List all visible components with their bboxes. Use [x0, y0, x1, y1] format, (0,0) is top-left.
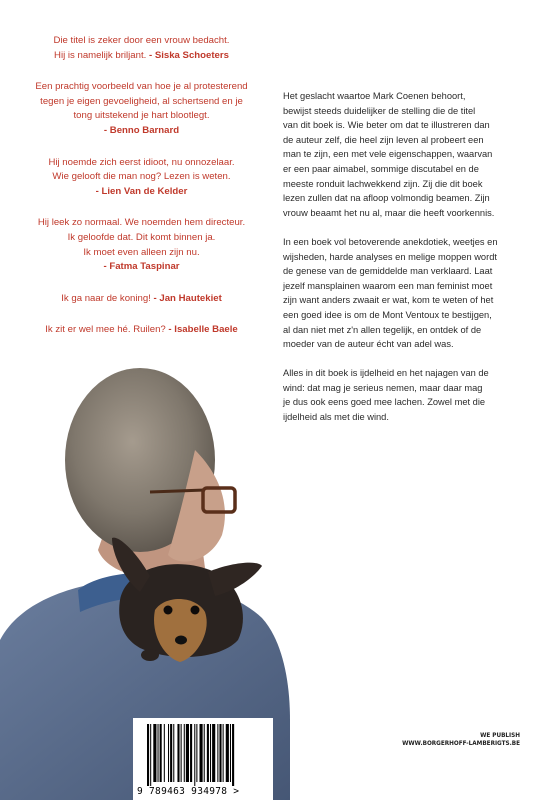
barcode-bar: [186, 724, 189, 782]
quote-text: Ik zit er wel mee hé. Ruilen?: [45, 324, 166, 336]
quote-author: - Benno Barnard: [103, 124, 180, 136]
blurb-line: man te zijn, een met vele eigenschappen, waarvan: [283, 149, 493, 160]
publisher-slogan: WE PUBLISH: [480, 733, 520, 739]
isbn-number: 9 789463 934978 >: [137, 786, 240, 797]
barcode-bar: [170, 724, 172, 782]
blurb-line: je dus ook eens goed mee lachen. Zowel met die: [283, 397, 486, 408]
barcode-bar: [147, 724, 149, 786]
barcode-bar: [184, 724, 185, 782]
quote-line: [0, 170, 283, 185]
barcode-bar: [217, 724, 218, 782]
blurb-line: ijdelheid als met die wind.: [283, 412, 389, 423]
quote-line: [0, 95, 283, 110]
quote-line: [0, 49, 283, 64]
blurb-line: de genese van de gemiddelde man verklaard. Laat: [283, 266, 493, 277]
quote-line: [0, 156, 283, 171]
quote-text: Een prachtig voorbeeld van hoe je al protesterend: [35, 81, 248, 93]
quote: [0, 323, 283, 338]
barcode-bars: [133, 718, 273, 788]
quote-line: [0, 34, 283, 49]
barcode-bar: [177, 724, 179, 782]
blurb-line: meeste ronduit lachwekkend zijn. Zij die dit boek: [283, 178, 483, 189]
barcode-bar: [194, 724, 195, 786]
quote: [0, 292, 283, 307]
quote-text: tegen je eigen gevoeligheid, al schertsend en je: [40, 95, 243, 107]
blurb-line: al dan niet met z'n allen tegelijk, en ontdek of de: [283, 324, 482, 335]
quote-text: tong uitstekend je hart blootlegt.: [73, 110, 210, 122]
publisher-info: [402, 733, 520, 748]
blurb-paragraph: [283, 235, 521, 352]
quote-author: - Isabelle Baele: [168, 324, 238, 336]
blurb-line: bewijst steeds duidelijker de stelling die de titel: [283, 105, 476, 116]
barcode-bar: [150, 724, 151, 786]
endorsement-quotes: [0, 34, 283, 355]
quote-author: - Jan Hautekiet: [153, 292, 222, 304]
barcode-bar: [204, 724, 205, 782]
barcode-bar: [164, 724, 165, 782]
barcode-bar: [207, 724, 209, 782]
quote: [0, 80, 283, 138]
quote-text: Ik ga naar de koning!: [61, 292, 151, 304]
barcode-bar: [212, 724, 215, 782]
quote-line: [0, 216, 283, 231]
barcode-bar: [196, 724, 197, 782]
blurb-line: er een paar aimabel, sommige discutabel en de: [283, 163, 479, 174]
quote-text: Ik geloofde dat. Dit komt binnen ja.: [67, 231, 216, 243]
barcode-bar: [173, 724, 174, 782]
barcode-bar: [160, 724, 162, 782]
blurb-line: de auteur zelf, die heel zijn leven al probeert een: [283, 134, 484, 145]
quote: [0, 34, 283, 63]
barcode-bar: [210, 724, 211, 782]
blurb-line: vrouw beaamt het nu al, maar die heeft voorkennis.: [283, 207, 495, 218]
barcode-bar: [219, 724, 221, 782]
blurb-paragraph: [283, 89, 521, 220]
blurb-line: lezen zullen dat na afloop volmondig beamen. Zijn: [283, 193, 490, 204]
blurb-line: moeder van de auteur écht van adel was.: [283, 339, 454, 350]
quote-line: [0, 323, 283, 338]
quote: [0, 156, 283, 200]
back-cover-blurb: [283, 89, 521, 439]
barcode-bar: [168, 724, 169, 782]
publisher-url[interactable]: WWW.BORGERHOFF-LAMBERIGTS.BE: [402, 740, 520, 747]
quote-line: [0, 246, 283, 261]
blurb-line: wijsheden, harde analyses en melige moppen wordt: [283, 251, 497, 262]
blurb-paragraph: [283, 366, 521, 424]
blurb-line: In een boek vol betoverende anekdotiek, weetjes en: [283, 236, 498, 247]
barcode-bar: [230, 724, 231, 782]
quote-line: [0, 109, 283, 124]
barcode-bar: [200, 724, 203, 782]
quote: [0, 216, 283, 274]
blurb-line: Het geslacht waartoe Mark Coenen behoort,: [283, 91, 466, 101]
quote-line: [0, 292, 283, 307]
isbn-barcode: [133, 718, 273, 800]
quote-text: Ik moet even alleen zijn nu.: [83, 246, 200, 258]
blurb-line: wind: dat mag je serieus nemen, maar daar mag: [283, 382, 483, 393]
barcode-bar: [158, 724, 159, 782]
blurb-line: zijn want anders zwaait er wat, kom te weten of het: [283, 295, 494, 306]
quote-text: Die titel is zeker door een vrouw bedacht.: [53, 35, 230, 46]
quote-line: [0, 231, 283, 246]
barcode-bar: [153, 724, 156, 782]
quote-text: Wie gelooft die man nog? Lezen is weten.: [52, 171, 231, 183]
barcode-bar: [226, 724, 229, 782]
blurb-line: van dit boek is. Wie beter om dat te illustreren dan: [283, 120, 490, 131]
blurb-line: jezelf mansplainen waarom een man feminist moet: [283, 280, 493, 291]
quote-text: Hij leek zo normaal. We noemden hem directeur.: [37, 217, 246, 229]
quote-author: - Lien Van de Kelder: [95, 185, 188, 197]
barcode-bar: [223, 724, 224, 782]
barcode-bar: [232, 724, 234, 786]
quote-author: - Fatma Taspinar: [103, 261, 180, 273]
quote-text: Hij noemde zich eerst idioot, nu onnozelaar.: [48, 156, 235, 168]
barcode-bar: [181, 724, 182, 782]
blurb-line: een goed idee is om de Mont Ventoux te bestijgen,: [283, 309, 492, 320]
quote-author: - Siska Schoeters: [148, 49, 229, 61]
blurb-line: Alles in dit boek is ijdelheid en het najagen van de: [283, 368, 489, 379]
barcode-bar: [190, 724, 192, 782]
quote-text: Hij is namelijk briljant.: [54, 49, 147, 61]
quote-line: [0, 80, 283, 95]
